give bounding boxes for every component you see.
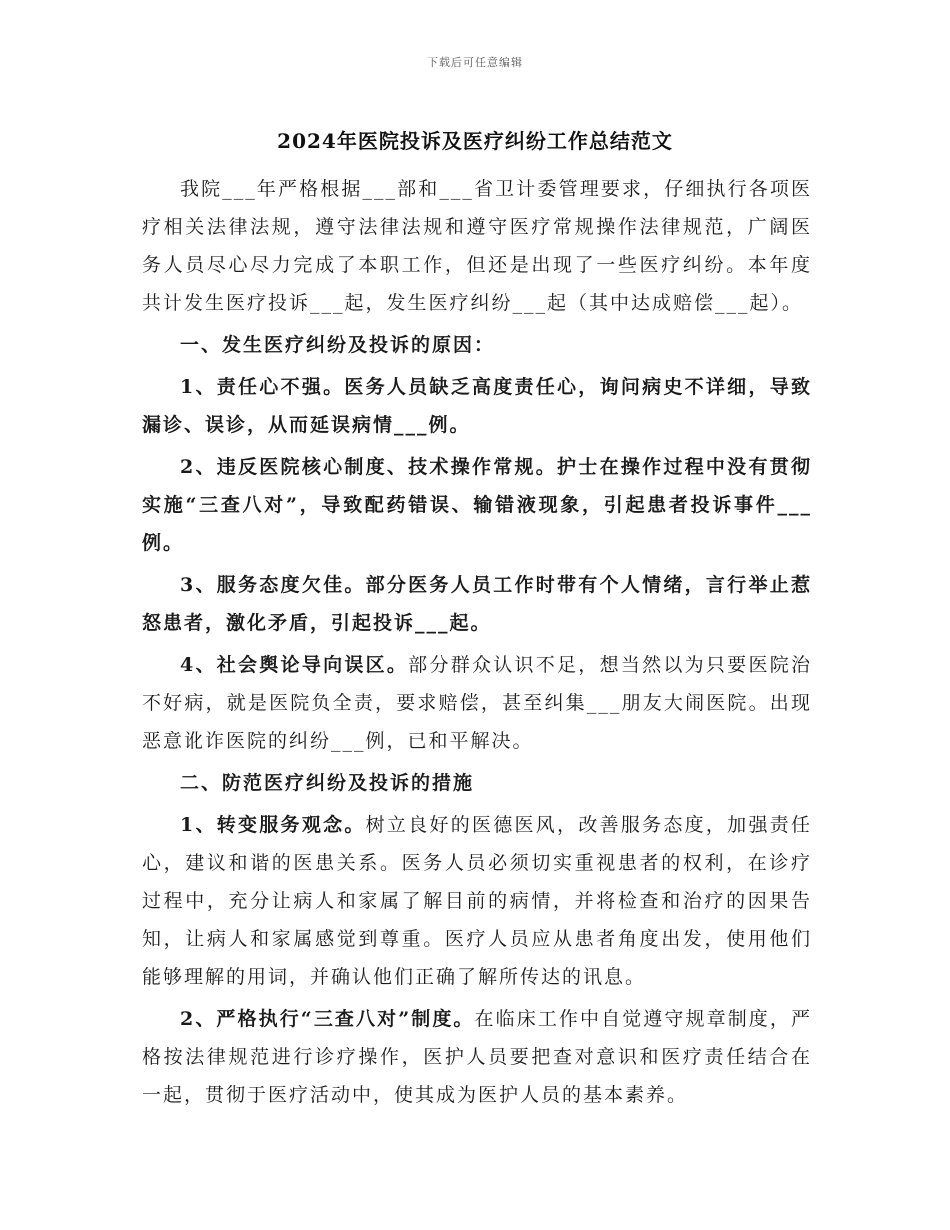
paragraph: 2、违反医院核心制度、技术操作常规。护士在操作过程中没有贯彻实施“三查八对”，导致配药错误、输错液现象，引起患者投诉事件___例。 [142,456,812,554]
document-title: 2024年医院投诉及医疗纠纷工作总结范文 [277,129,673,153]
paragraph: 1、责任心不强。医务人员缺乏高度责任心，询问病史不详细，导致漏诊、误诊，从而延误病情___例。 [142,376,812,436]
paragraph: 2、严格执行“三查八对”制度。在临床工作中自觉遵守规章制度，严格按法律规范进行诊疗操作，医护人员要把查对意识和医疗责任结合在一起，贯彻于医疗活动中，使其成为医护人员的基本素养。 [142,1008,812,1106]
document-body [142,170,812,1118]
paragraph: 4、社会舆论导向误区。部分群众认识不足，想当然以为只要医院治不好病，就是医院负全责，要求赔偿，甚至纠集___朋友大闹医院。出现恶意讹诈医院的纠纷___例，已和平解决。 [142,654,812,752]
section-heading: 二、防范医疗纠纷及投诉的措施 [180,772,475,794]
paragraph: 3、服务态度欠佳。部分医务人员工作时带有个人情绪，言行举止惹怒患者，激化矛盾，引起投诉___起。 [142,574,812,634]
paragraph: 我院___年严格根据___部和___省卫计委管理要求，仔细执行各项医疗相关法律法规，遵守法律法规和遵守医疗常规操作法律规范，广阔医务人员尽心尽力完成了本职工作，但还是出现了一些医疗纠纷。本年度共计发生医疗投诉___起，发生医疗纠纷___起（其中达成赔偿___起）。 [142,178,812,314]
section-heading: 一、发生医疗纠纷及投诉的原因： [180,334,496,356]
paragraph: 1、转变服务观念。树立良好的医德医风，改善服务态度，加强责任心，建议和谐的医患关系。医务人员必须切实重视患者的权利，在诊疗过程中，充分让病人和家属了解目前的病情，并将检查和治疗的因果告知，让病人和家属感觉到尊重。医疗人员应从患者角度出发，使用他们能够理解的用词，并确认他们正确了解所传达的讯息。 [142,814,812,988]
page-header: 下载后可任意编辑 [427,56,523,69]
